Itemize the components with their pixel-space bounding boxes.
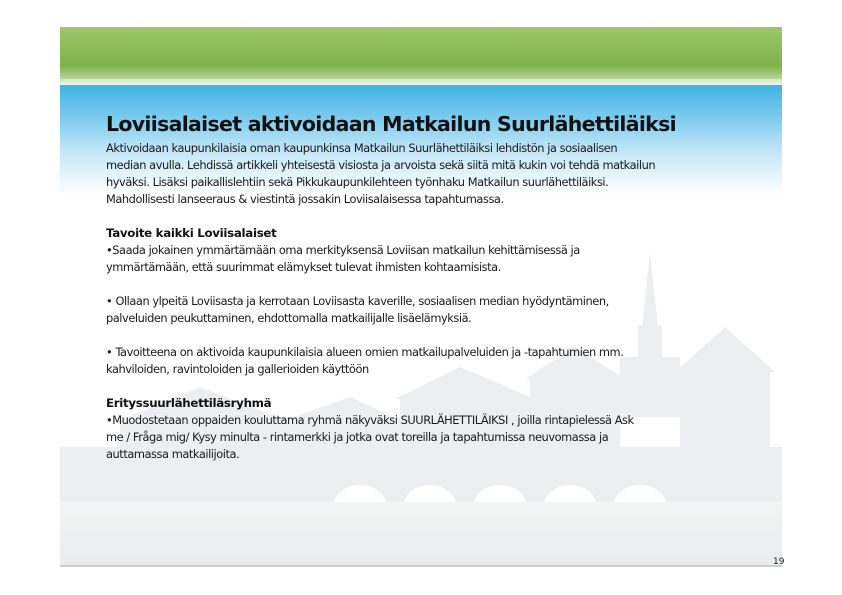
intro-line: Aktivoidaan kaupunkilaisia oman kaupunkinsa Matkailun Suurlähettiläiksi lehdistön ja sosiaalisen: [106, 141, 618, 155]
page-number: 19: [773, 557, 785, 567]
bullet-line: ymmärtämään, että suurimmat elämykset tulevat ihmisten kohtaamisista.: [106, 260, 501, 274]
intro-line: Mahdollisesti lanseeraus & viestintä jossakin Loviisalaisessa tapahtumassa.: [106, 192, 504, 206]
slide-title: Loviisalaiset aktivoidaan Matkailun Suurlähettiläiksi: [106, 112, 676, 136]
bullet-line: •Muodostetaan oppaiden kouluttama ryhmä näkyväksi SUURLÄHETTILÄIKSI , joilla rintapielessä Ask: [106, 413, 634, 427]
footer-band: [60, 502, 785, 567]
bullet-line: palveluiden peukuttaminen, ehdottomalla matkailijalle lisäelämyksiä.: [106, 311, 472, 325]
bullet-line: • Tavoitteena on aktivoida kaupunkilaisia alueen omien matkailupalveluiden ja -tapahtumien mm.: [106, 345, 624, 359]
bullet-line: auttamassa matkailijoita.: [106, 447, 240, 461]
bullet-line: • Ollaan ylpeitä Loviisasta ja kerrotaan Loviisasta kaverille, sosiaalisen median hyödyntäminen,: [106, 294, 609, 308]
bullet-line: kahviloiden, ravintoloiden ja gallerioiden käyttöön: [106, 362, 369, 376]
intro-line: hyväksi. Lisäksi paikallislehtiin sekä Pikkukaupunkilehteen työnhaku Matkailun suurlähettiläiksi.: [106, 175, 609, 189]
slide-content: [106, 110, 756, 463]
bullet-line: •Saada jokainen ymmärtämään oma merkityksensä Loviisan matkailun kehittämisessä ja: [106, 243, 580, 257]
section-heading-goal: Tavoite kaikki Loviisalaiset: [106, 226, 277, 240]
bullet-line: me / Fråga mig/ Kysy minulta - rintamerkki ja jotka ovat toreilla ja tapahtumissa neuvomassa ja: [106, 430, 609, 444]
section-heading-ambassadors: Erityssuurlähettiläsryhmä: [106, 396, 272, 410]
intro-line: median avulla. Lehdissä artikkeli yhteisestä visiosta ja arvoista sekä siitä mitä kukin voi tehdä matkailun: [106, 158, 656, 172]
footer-divider: [60, 565, 782, 567]
